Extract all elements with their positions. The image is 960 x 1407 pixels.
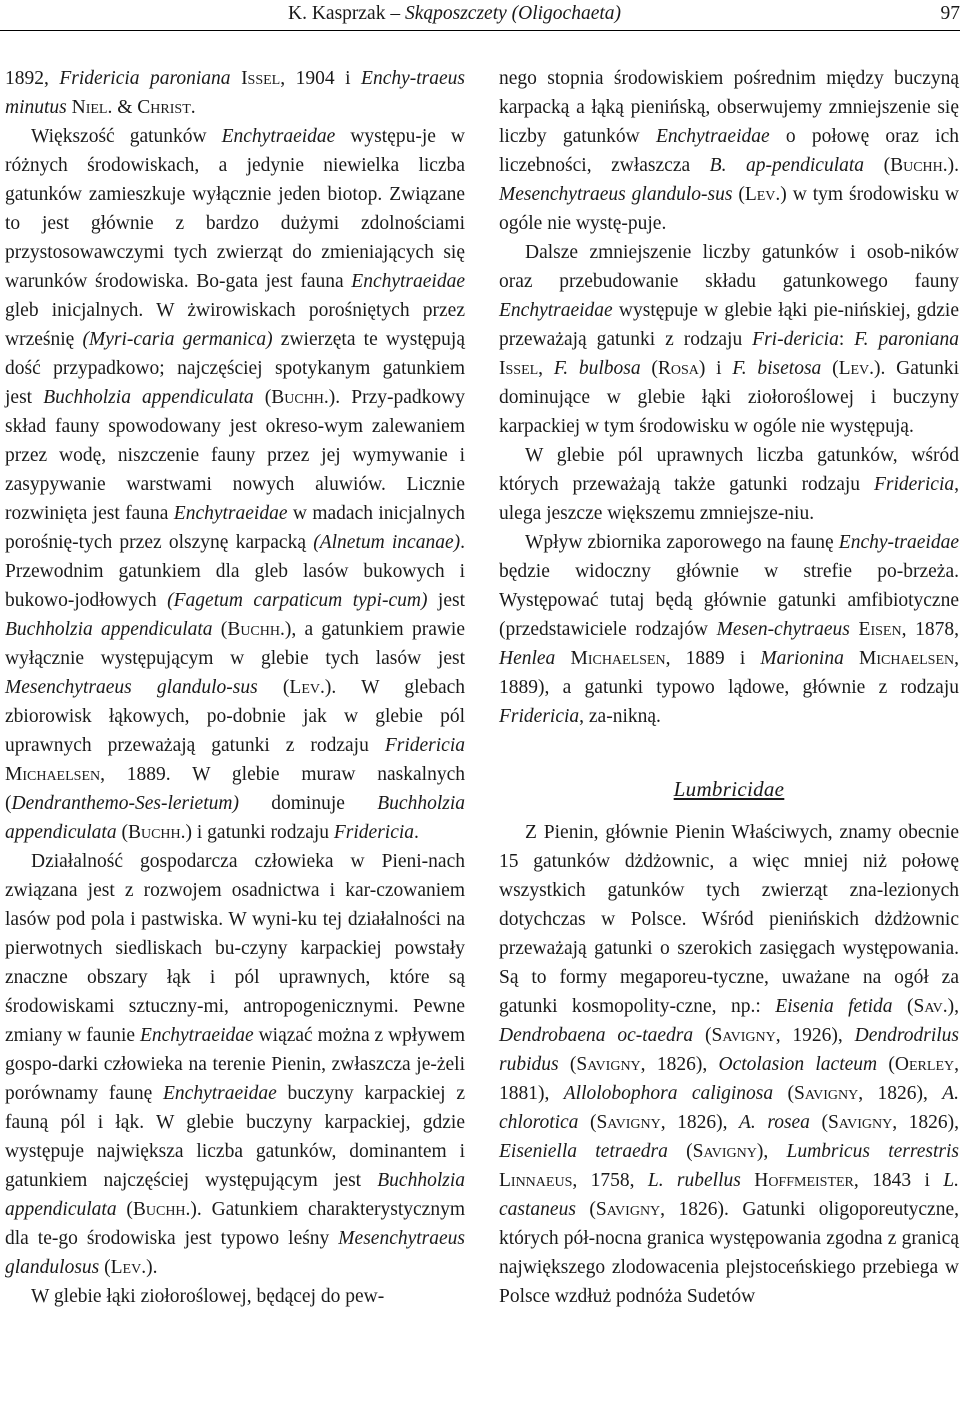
paragraph: W glebie łąki ziołoroślowej, będącej do pew- (31, 1286, 385, 1307)
paragraph: Większość gatunków Enchytraeidae występu-je w różnych środowiskach, a jedynie niewielka liczba gatunków zamieszkuje wyłącznie jeden biotop. Związane to jest głównie z bardzo dużymi zdolnościami przystosowawczymi tych zwierząt do zmieniających się warunków środowiska. Bo-gata jest fauna Enchytraeidae gleb inicjalnych. W żwirowiskach porośniętych przez wrześnię (Myri-caria germanica) zwierzęta te występują dość przypadkowo; najczęściej spotykanym gatunkiem jest Buchholzia appendiculata (Buchh.). Przy-padkowy skład fauny spowodowany jest okreso-wym zalewaniem przez wodę, niszczenie fauny przez jej wymywanie i zasypywanie warstwami nowych aluwiów. Licznie rozwinięta jest fauna Enchytraeidae w madach inicjalnych porośnię-tych przez olszynę karpacką (Alnetum incanae). Przewodnim gatunkiem dla gleb lasów bukowych i bukowo-jodłowych (Fagetum carpaticum typi-cum) jest Buchholzia appendiculata (Buchh.), a gatunkiem prawie wyłącznie występującym w glebie tych lasów jest Mesenchytraeus glandulo-sus (Lev.). W glebach zbiorowisk łąkowych, po-dobnie jak w glebie pól uprawnych przeważają gatunki z rodzaju Fridericia Michaelsen, 1889. W glebie muraw naskalnych (Dendranthemo-Ses-lerietum) dominuje Buchholzia appendiculata (Buchh.) i gatunki rodzaju Fridericia. (5, 126, 466, 843)
paragraph: 1892, Fridericia paroniana Issel, 1904 i Enchy-traeus minutus Niel. & Christ. (5, 68, 465, 118)
paragraph: Z Pienin, głównie Pienin Właściwych, znamy obecnie 15 gatunków dżdżownic, a więc mniej niż połowę wszystkich gatunków tych zwierząt zna-lezionych dotychczas w Polsce. Wśród pienińskich dżdżownic przeważają gatunki o szerokich zasięgach występowania. Są to formy megaporeu-tyczne, uważane na ogół za gatunki kosmopolity-czne, np.: Eisenia fetida (Sav.), Dendrobaena oc-taedra (Savigny, 1926), Dendrodrilus rubidus (Savigny, 1826), Octolasion lacteum (Oerley, 1881), Allolobophora caliginosa (Savigny, 1826), A. chlorotica (Savigny, 1826), A. rosea (Savigny, 1826), Eiseniella tetraedra (Savigny), Lumbricus terrestris Linnaeus, 1758, L. rubellus Hoffmeister, 1843 i L. castaneus (Savigny, 1826). Gatunki oligoporeutyczne, których pół-nocna granica występowania zgodna z granicą największego zlodowacenia plejstoceńskiego przebiega w Polsce wzdłuż podnóża Sudetów (499, 822, 960, 1307)
header-rule (0, 30, 960, 31)
paragraph: Wpływ zbiornika zaporowego na faunę Enchy-traeidae będzie widoczny głównie w strefie po-brzeża. Występować tutaj będą głównie gatunki amfibiotyczne (przedstawiciele rodzajów Mesen-chytraeus Eisen, 1878, Henlea Michaelsen, 1889 i Marionina Michaelsen, 1889), a gatunki typowo lądowe, głównie z rodzaju Fridericia, za-nikną. (499, 532, 960, 727)
right-column (499, 64, 959, 1311)
section-heading: Lumbricidae (673, 777, 785, 801)
left-column (5, 64, 465, 1311)
page-number: 97 (940, 3, 960, 24)
paragraph: Działalność gospodarcza człowieka w Pieni-nach związana jest z rozwojem osadnictwa i kar-czowaniem lasów pod pola i pastwiska. W wyni-ku tej działalności na pierwotnych siedliskach bu-czyny karpackiej powstały znaczne obszary łąk i pól uprawnych, które są środowiskami sztuczny-mi, antropogenicznymi. Pewne zmiany w faunie Enchytraeidae wiązać można z wpływem gospo-darki człowieka na terenie Pienin, zwłaszcza je-żeli porównamy faunę Enchytraeidae buczyny karpackiej z fauną pól i łąk. W glebie buczyny karpackiej, gdzie występuje największa liczba gatunków, dominantem i gatunkiem najczęściej występującym jest Buchholzia appendiculata (Buchh.). Gatunkiem charakterystycznym dla te-go środowiska jest typowo leśny Mesenchytraeus glandulosus (Lev.). (5, 851, 465, 1278)
header-title: K. Kasprzak – Skąposzczety (Oligochaeta) (288, 3, 622, 24)
paragraph: nego stopnia środowiskiem pośrednim między buczyną karpacką a łąką pienińską, obserwujemy zmniejszenie się liczby gatunków Enchytraeidae o połowę oraz ich liczebności, zwłaszcza B. ap-pendiculata (Buchh.). Mesenchytraeus glandulo-sus (Lev.) w tym środowisku w ogóle nie wystę-puje. (499, 68, 960, 234)
paragraph: Dalsze zmniejszenie liczby gatunków i osob-ników oraz przebudowanie składu gatunkowego fauny Enchytraeidae występuje w glebie łąki pie-nińskiej, gdzie przeważają gatunki z rodzaju Fri-dericia: F. paroniana Issel, F. bulbosa (Rosa) i F. bisetosa (Lev.). Gatunki dominujące w glebie łąki ziołoroślowej i buczyny karpackiej w tym środowisku w ogóle nie występują. (499, 242, 959, 437)
running-header (0, 0, 960, 31)
paragraph: W glebie pól uprawnych liczba gatunków, wśród których przeważają także gatunki rodzaju Fridericia, ulega jeszcze większemu zmniejsze-niu. (499, 445, 959, 524)
